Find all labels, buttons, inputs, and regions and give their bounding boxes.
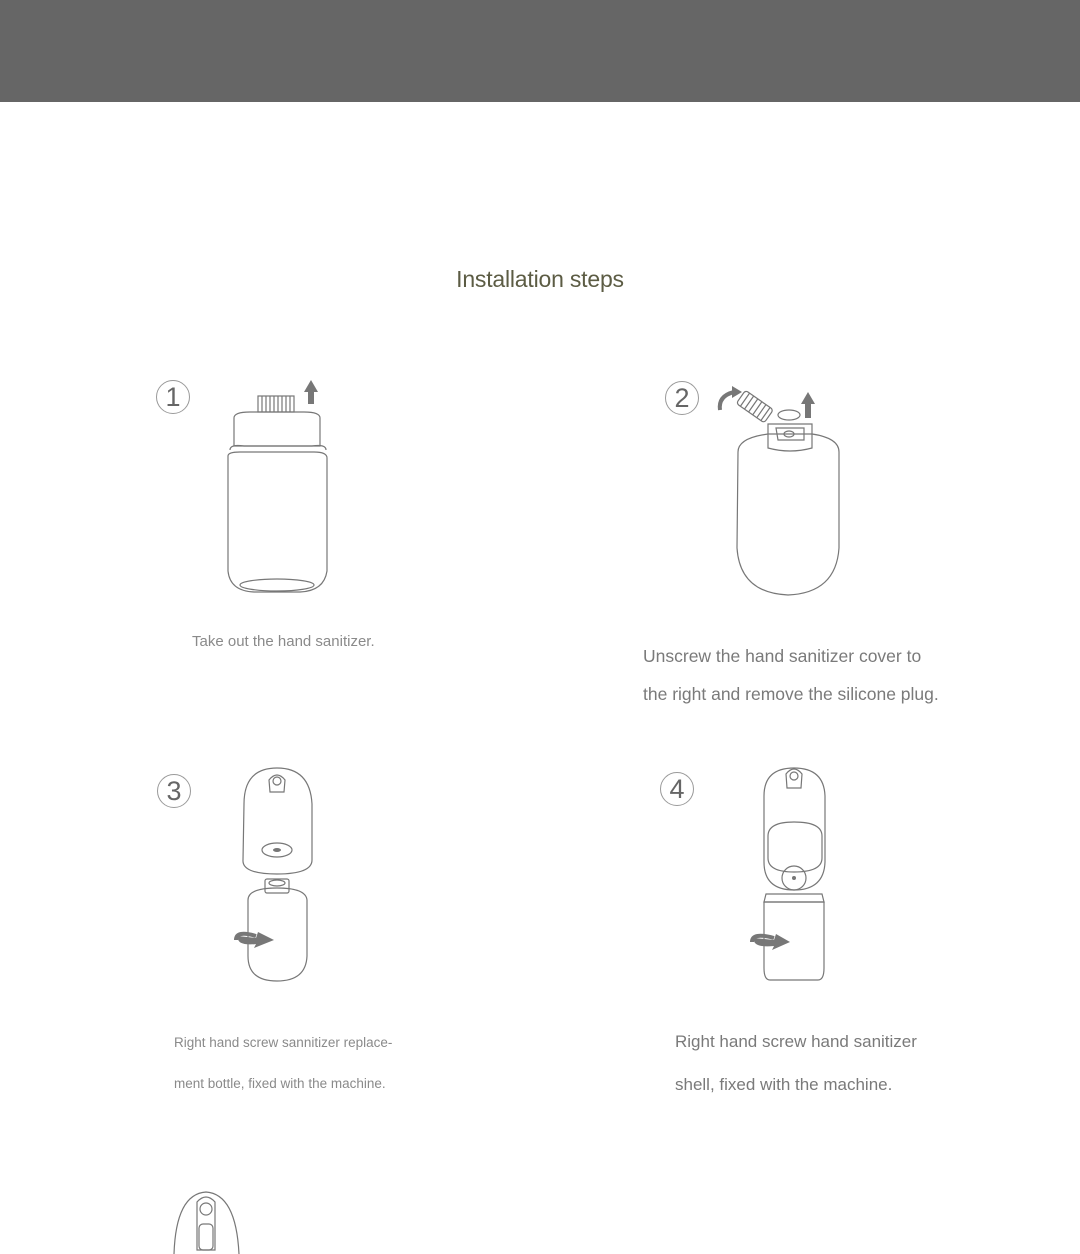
step-2-bottle-illustration [712, 378, 852, 600]
step-1-bottle-illustration [220, 376, 335, 598]
step-1-caption [192, 633, 375, 650]
step-4-caption-line-2: shell, fixed with the machine. [675, 1075, 893, 1094]
step-2-caption-line-1: Unscrew the hand sanitizer cover to [643, 646, 922, 666]
step-4-caption [675, 1020, 917, 1106]
step-2-number: 2 [665, 381, 699, 415]
step-3-caption-line-2: ment bottle, fixed with the machine. [174, 1076, 386, 1091]
step-4-caption-line-1: Right hand screw hand sanitizer [675, 1032, 917, 1051]
step-3-number: 3 [157, 774, 191, 808]
step-1-number: 1 [156, 380, 190, 414]
step-2-caption-line-2: the right and remove the silicone plug. [643, 684, 939, 704]
step-3-caption [174, 1022, 392, 1104]
top-banner [0, 0, 1080, 102]
step-4-assembly-illustration [744, 762, 844, 984]
step-3-assembly-illustration [228, 764, 328, 986]
step-2-caption [643, 637, 939, 713]
step-4-number: 4 [660, 772, 694, 806]
step-1-caption-line: Take out the hand sanitizer. [192, 633, 375, 650]
step-5-dispenser-illustration [166, 1186, 248, 1254]
page-title: Installation steps [456, 266, 624, 292]
step-3-caption-line-1: Right hand screw sannitizer replace- [174, 1035, 393, 1050]
